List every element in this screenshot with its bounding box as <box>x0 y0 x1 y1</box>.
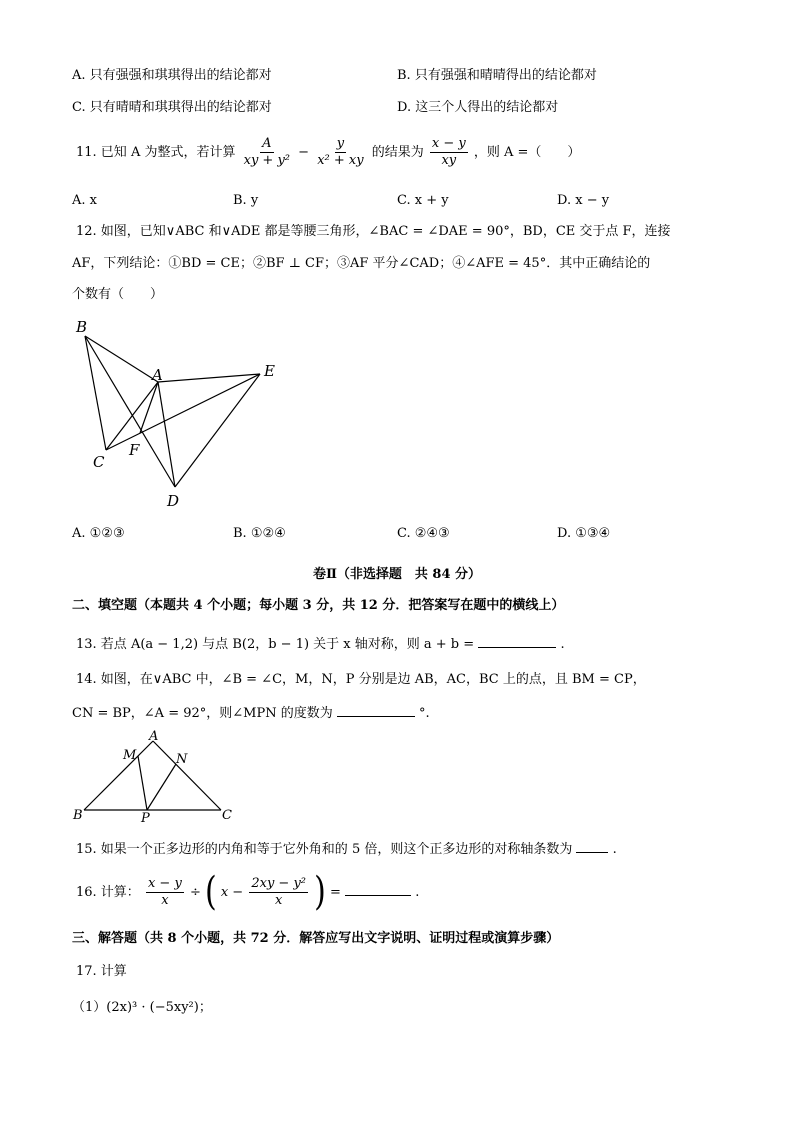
q16-left-paren: ( <box>204 869 217 915</box>
q14-line-2-pre: CN = BP，∠A = 92°，则∠MPN 的度数为 <box>72 706 333 721</box>
q16-f2-num: 2xy − y² <box>251 876 307 891</box>
label-N: N <box>176 752 188 767</box>
label-M: M <box>123 748 137 763</box>
q15-pre: 15. 如果一个正多边形的内角和等于它外角和的 5 倍，则这个正多边形的对称轴条数为 <box>76 842 573 857</box>
section-3-heading: 三、解答题（共 8 个小题，共 72 分．解答应写出文字说明、证明过程或演算步骤） <box>72 931 560 946</box>
q14-line-1: 14. 如图，在∨ABC 中，∠B = ∠C，M，N，P 分别是边 AB，AC，BC 上的点，且 BM = CP， <box>76 672 646 687</box>
q10-option-b: B. 只有强强和晴晴得出的结论都对 <box>397 68 597 83</box>
q13-pre: 13. 若点 A(a − 1,2) 与点 B(2，b − 1) 关于 x 轴对称，则 a + b = <box>76 637 475 652</box>
q12-option-a: A. ①②③ <box>72 526 125 541</box>
label-B: B <box>73 808 83 823</box>
q10-option-d: D. 这三个人得出的结论都对 <box>397 100 559 115</box>
q11-mid: 的结果为 <box>371 145 424 160</box>
segment-BA <box>85 336 158 382</box>
q16-answer-blank[interactable] <box>345 881 411 896</box>
q11-f2-num: y <box>336 136 345 151</box>
label-P: P <box>141 811 150 824</box>
q12-option-d: D. ①③④ <box>557 526 611 541</box>
segment-AB <box>84 741 153 810</box>
segment-CA <box>106 382 158 450</box>
q14-figure <box>66 728 246 824</box>
q11-fraction-2 <box>315 136 365 169</box>
q10-option-a: A. 只有强强和琪琪得出的结论都对 <box>72 68 272 83</box>
q11-f2-den: x² + xy <box>317 153 364 168</box>
label-C: C <box>93 453 105 471</box>
q16-f1-den: x <box>161 893 169 908</box>
label-D: D <box>167 492 180 510</box>
q11-fraction-1 <box>242 136 292 169</box>
q11-stem <box>76 133 580 173</box>
q12-line-1: 12. 如图，已知∨ABC 和∨ADE 都是等腰三角形，∠BAC = ∠DAE = 90°，BD，CE 交于点 F，连接 <box>76 224 671 239</box>
q12-line-2: AF，下列结论：①BD = CE；②BF ⊥ CF；③AF 平分∠CAD；④∠AFE = 45°．其中正确结论的 <box>72 256 651 271</box>
q14-answer-blank[interactable] <box>337 702 415 717</box>
q15-answer-blank[interactable] <box>576 838 608 853</box>
q15-post: . <box>612 842 617 857</box>
q12-option-c: C. ②④③ <box>397 526 450 541</box>
q11-f1-den: xy + y² <box>243 153 290 168</box>
q11-tail: ，则 A =（ ） <box>473 145 581 160</box>
segment-MP <box>138 756 147 810</box>
segment-AD <box>158 382 175 487</box>
q13-stem <box>76 633 565 654</box>
segment-CE <box>106 374 260 450</box>
section-2-title: 卷Ⅱ（非选择题 共 84 分） <box>312 567 482 582</box>
q11-minus: − <box>298 145 310 160</box>
q14-line-2-post: °. <box>419 706 430 721</box>
q16-equals: = <box>330 885 341 900</box>
q16-divide: ÷ <box>189 885 201 900</box>
segment-NP <box>147 764 176 810</box>
q14-line-2 <box>72 702 430 723</box>
q16-inner-x: x − <box>220 885 244 900</box>
q16-stem <box>76 868 419 918</box>
q12-option-b: B. ①②④ <box>233 526 286 541</box>
q11-option-c: C. x + y <box>397 193 449 208</box>
label-A: A <box>149 729 159 744</box>
q11-fraction-3 <box>430 136 468 169</box>
q16-post: . <box>415 885 420 900</box>
q11-f3-den: xy <box>441 153 457 168</box>
q16-right-paren: ) <box>314 869 326 915</box>
q11-f3-num: x − y <box>431 136 466 151</box>
q16-f2-den: x <box>275 893 283 908</box>
segment-AE <box>158 374 260 382</box>
label-E: E <box>264 362 275 380</box>
q11-option-a: A. x <box>72 193 97 208</box>
q17-title: 17. 计算 <box>76 964 127 979</box>
section-2-heading: 二、填空题（本题共 4 个小题；每小题 3 分，共 12 分．把答案写在题中的横线上） <box>72 598 565 613</box>
label-F: F <box>129 441 140 459</box>
label-C: C <box>222 808 232 823</box>
q11-option-b: B. y <box>233 193 259 208</box>
segment-DE <box>175 374 260 487</box>
q16-fraction-2 <box>249 876 308 909</box>
q16-fraction-1 <box>146 876 184 909</box>
q11-option-d: D. x − y <box>557 193 610 208</box>
q11-f1-num: A <box>262 136 272 151</box>
q16-f1-num: x − y <box>147 876 182 891</box>
label-B: B <box>76 318 88 336</box>
q16-lead: 16. 计算： <box>76 885 140 900</box>
q12-line-3: 个数有（ ） <box>72 287 164 302</box>
q12-figure <box>60 312 300 512</box>
q10-option-c: C. 只有晴晴和琪琪得出的结论都对 <box>72 100 272 115</box>
q15-stem <box>76 838 617 859</box>
q13-post: . <box>560 637 565 652</box>
q13-answer-blank[interactable] <box>478 633 556 648</box>
label-A: A <box>152 366 163 384</box>
q11-lead: 11. 已知 A 为整式，若计算 <box>76 145 236 160</box>
q17-part-1: （1）(2x)³ · (−5xy²)； <box>72 1000 212 1015</box>
